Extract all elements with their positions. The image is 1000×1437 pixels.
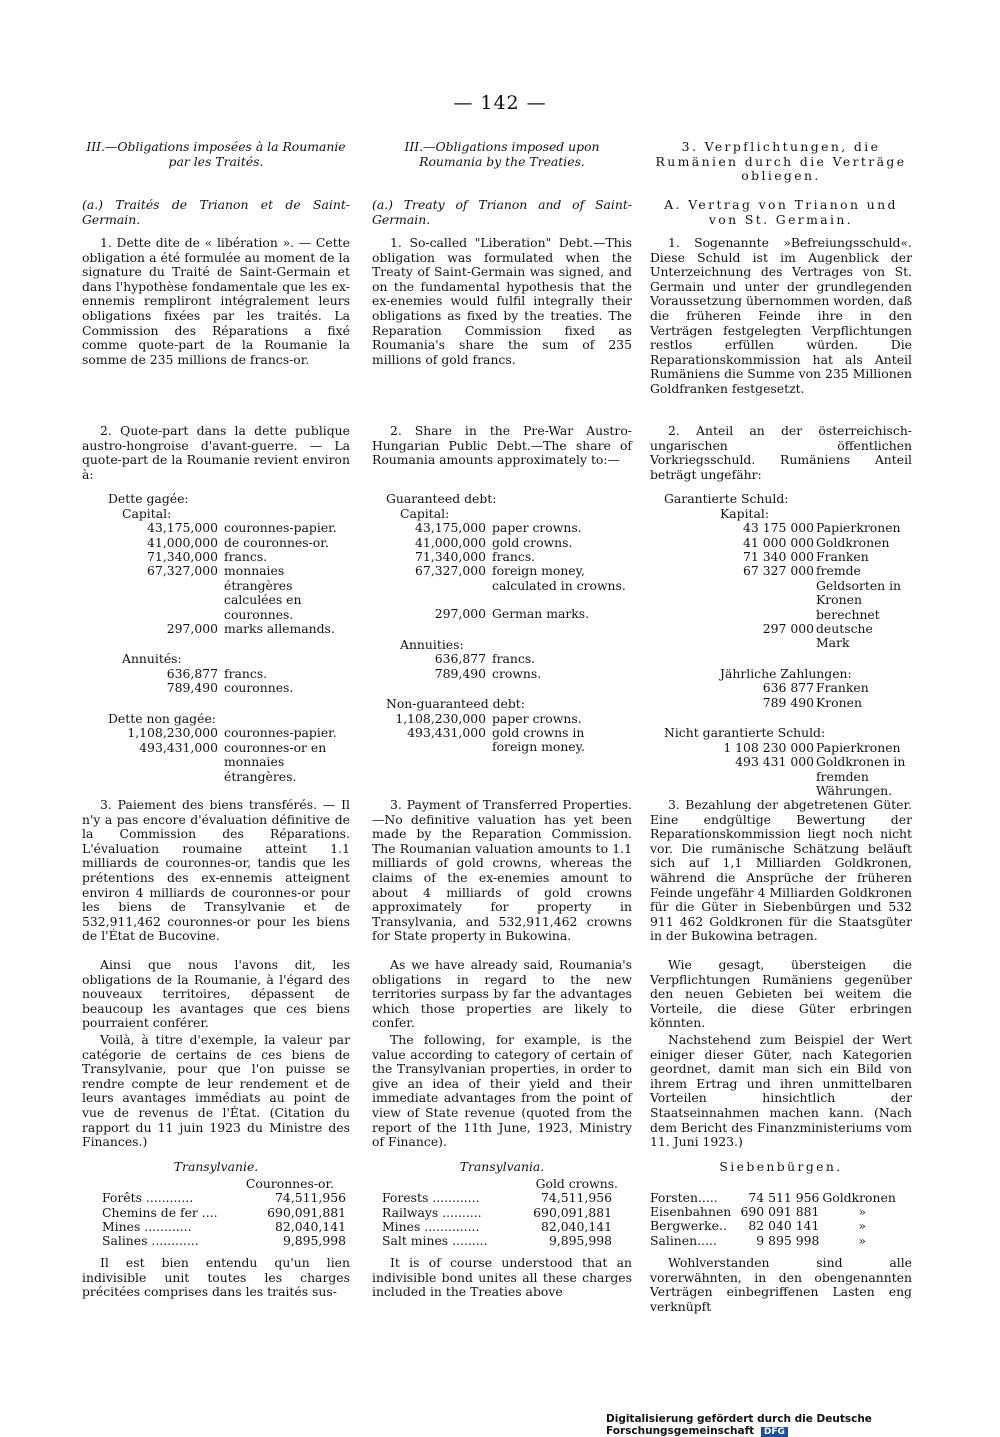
fr-paragraph-3	[82, 798, 350, 944]
en-cap-desc: paper crowns.	[492, 520, 582, 536]
table-row	[386, 712, 630, 726]
fr-p1-text: 1. Dette dite de « libération ». — Cette obligation a été formulée au moment de la signature du Traité de Saint-Germain et dans l'hypothèse fondamentale que les ex-ennemis rempliront intégralement leurs obligations fixées par les traités. La Commission des Réparations a fixé comme quote-part de la Roumanie la somme de 235 millions de francs-or.	[82, 235, 350, 367]
fr-title	[82, 140, 350, 169]
de-tr-key: Bergwerke..	[650, 1218, 727, 1234]
de-ann-desc: Franken	[816, 680, 869, 696]
table-row	[664, 681, 910, 695]
en-tr-value: 9,895,998	[548, 1233, 612, 1249]
table-row	[108, 741, 350, 784]
fr-annuity-rows	[108, 667, 350, 696]
fr-capital-rows	[108, 521, 350, 636]
de-tr-key: Forsten.....	[650, 1189, 718, 1205]
en-uns-amount: 1,108,230,000	[395, 710, 486, 726]
de-ann-desc: Kronen	[816, 694, 862, 710]
de-cap-amount: 71 340 000	[743, 549, 814, 564]
fr-cap-amount: 43,175,000	[147, 520, 218, 536]
en-cap-desc: francs.	[492, 549, 536, 564]
en-title	[372, 140, 632, 169]
en-subheading-text: (a.) Treaty of Trianon and of Saint-Germain.	[372, 197, 632, 227]
de-p6-text: Wohlverstanden sind alle vorerwähnten, in den obengenannten Verträgen einbegriffenen Lasten eng verknüpft	[650, 1255, 912, 1314]
en-tr-value: 74,511,956	[541, 1190, 612, 1206]
en-paragraph-1	[372, 236, 632, 367]
table-row	[664, 622, 910, 651]
de-tr-unit: Goldkronen	[822, 1189, 896, 1205]
en-annuity-rows	[386, 652, 630, 681]
en-tr-key: Mines ..............	[382, 1219, 480, 1234]
en-p1-text: 1. So-called "Liberation" Debt.—This obligation was formulated when the Treaty of Saint-Germain was signed, and on the fundamental hypothesis that the ex-enemies would fulfil integrally their obligations as fixed by the treaties. The Reparation Commission fixed as Roumania's share the sum of 235 millions of gold francs.	[372, 235, 632, 367]
de-cap-amount: 41 000 000	[743, 534, 814, 550]
table-row	[650, 1234, 900, 1248]
en-tr-value: 690,091,881	[533, 1204, 612, 1220]
page-number: — 142 —	[453, 92, 547, 114]
en-tr-value: 82,040,141	[541, 1219, 612, 1234]
de-secured-label: Garantierte Schuld:	[664, 491, 789, 506]
table-row	[108, 622, 350, 636]
de-tr-unit: »	[858, 1218, 866, 1234]
table-row	[664, 755, 910, 798]
de-tr-title: Siebenbürgen.	[719, 1159, 843, 1174]
en-p6-text: It is of course understood that an indivisible bond unites all these charges included in the Treaties above	[372, 1255, 632, 1300]
dfg-logo: DFG	[761, 1427, 788, 1437]
fr-ann-amount: 789,490	[166, 680, 218, 696]
fr-ann-amount: 636,877	[166, 666, 218, 682]
table-row	[664, 550, 910, 564]
table-row	[386, 652, 630, 666]
de-paragraph-2	[650, 424, 912, 482]
de-tr-unit: »	[858, 1232, 866, 1248]
fr-unsecured-rows	[108, 726, 350, 784]
fr-ann-desc: francs.	[224, 666, 268, 682]
de-cap-amount: 43 175 000	[743, 520, 814, 536]
en-cap-amount: 67,327,000	[415, 563, 486, 579]
fr-tr-value: 9,895,998	[282, 1233, 346, 1249]
table-row	[108, 521, 350, 535]
digitization-footer	[606, 1413, 1000, 1437]
en-transylvania-table	[372, 1160, 632, 1249]
table-row	[650, 1219, 900, 1233]
de-ann-amount: 789 490	[762, 694, 814, 710]
fr-capital-label: Capital:	[122, 505, 172, 521]
en-tr-key: Railways ..........	[382, 1204, 482, 1220]
fr-cap-desc: monnaies étrangères calculées en couronnes.	[224, 563, 302, 622]
de-siebenbuergen-table	[650, 1160, 912, 1248]
fr-cap-amount: 71,340,000	[147, 549, 218, 564]
en-ann-amount: 636,877	[434, 651, 486, 667]
table-row	[108, 681, 350, 695]
de-cap-amount: 67 327 000	[743, 563, 814, 579]
en-ann-desc: francs.	[492, 651, 536, 667]
fr-tr-key: Mines ............	[102, 1219, 192, 1234]
table-row	[664, 521, 910, 535]
de-cap-desc: fremde Geldsorten in Kronen berechnet	[816, 563, 902, 622]
de-uns-desc: Papierkronen	[816, 739, 901, 755]
fr-cap-amount: 67,327,000	[147, 563, 218, 579]
de-tr-unit: »	[858, 1204, 866, 1219]
de-tr-rows	[650, 1191, 900, 1249]
en-cap-desc: German marks.	[492, 606, 590, 622]
en-ann-amount: 789,490	[434, 665, 486, 681]
en-uns-amount: 493,431,000	[407, 725, 486, 741]
table-row	[386, 550, 630, 564]
table-row	[386, 521, 630, 535]
fr-tr-title: Transylvanie.	[173, 1159, 259, 1174]
de-p2-text: 2. Anteil an der österreichisch-ungarischen öffentlichen Vorkriegsschuld. Rumäniens Anteil beträgt ungefähr:	[650, 423, 912, 482]
en-cap-desc: foreign money, calculated in crowns.	[492, 563, 626, 593]
de-tr-value: 82 040 141	[748, 1218, 820, 1234]
fr-subheading-text: (a.) Traités de Trianon et de Saint-Germain.	[82, 197, 350, 227]
table-row	[386, 593, 630, 621]
de-cap-desc: Goldkronen	[816, 534, 890, 550]
de-tr-value: 9 895 998	[756, 1232, 820, 1248]
fr-cap-desc: marks allemands.	[224, 621, 335, 637]
fr-tr-value: 74,511,956	[275, 1190, 346, 1206]
fr-uns-desc: couronnes-papier.	[224, 725, 337, 741]
table-row	[382, 1206, 618, 1220]
en-tr-rows	[382, 1191, 618, 1249]
en-cap-amount: 43,175,000	[415, 520, 486, 536]
de-subheading	[650, 198, 912, 227]
fr-paragraph-2	[82, 424, 350, 482]
fr-uns-desc: couronnes-or en monnaies étrangères.	[224, 739, 327, 784]
fr-uns-amount: 1,108,230,000	[127, 725, 218, 741]
table-row	[386, 726, 630, 755]
en-cap-amount: 41,000,000	[415, 534, 486, 550]
de-p4-text: Wie gesagt, übersteigen die Verpflichtungen Rumäniens gegenüber den neuen Gebieten bei weitem die Vorteile, die diese Güter erbringen könnten.	[650, 957, 912, 1031]
table-row	[102, 1191, 352, 1205]
en-tr-key: Salt mines .........	[382, 1233, 488, 1249]
table-row	[664, 741, 910, 755]
en-p3-text: 3. Payment of Transferred Properties.—No definitive valuation has yet been made by the Reparation Commission. The Roumanian valuation amounts to 1.1 milliards of gold crowns, whereas the claims of the ex-enemies amount to about 4 milliards of gold crowns approximately for property in Transylvania, and 532,911,462 crowns for State property in Bukowina.	[372, 797, 632, 944]
fr-secured-label: Dette gagée:	[108, 491, 189, 506]
en-secured-label: Guaranteed debt:	[386, 491, 497, 506]
fr-p6-text: Il est bien entendu qu'un lien indivisible unit toutes les charges précitées comprises dans les traités sus-	[82, 1255, 350, 1300]
en-capital-label: Capital:	[400, 505, 450, 521]
de-p1-text: 1. Sogenannte »Befreiungsschuld«. Diese Schuld ist im Augenblick der Unterzeichnung des Vertrages von St. Germain und unter der grundlegenden Voraussetzung übernommen worden, daß die früheren Feinde ihre in den Verträgen festgelegten Verpflichtungen restlos erfüllen würden. Die Reparationskommission hat als Anteil Rumäniens die Summe von 235 Millionen Goldfranken festgesetzt.	[650, 235, 913, 396]
en-tr-key: Forests ............	[382, 1190, 480, 1206]
fr-cap-desc: francs.	[224, 549, 268, 564]
fr-p2-text: 2. Quote-part dans la dette publique austro-hongroise d'avant-guerre. — La quote-part de la Roumanie revient environ à:	[82, 423, 350, 482]
fr-paragraph-1	[82, 236, 350, 367]
table-row	[108, 667, 350, 681]
de-unsecured-label: Nicht garantierte Schuld:	[664, 725, 826, 741]
en-paragraph-6	[372, 1256, 632, 1300]
fr-tr-key: Salines ............	[102, 1233, 199, 1249]
de-tr-value: 690 091 881	[740, 1204, 820, 1219]
en-paragraph-2	[372, 424, 632, 468]
footer-text: Digitalisierung gefördert durch die Deutsche Forschungsgemeinschaft	[606, 1413, 872, 1437]
de-tr-key: Salinen.....	[650, 1232, 717, 1248]
de-annuities-label: Jährliche Zahlungen:	[720, 665, 852, 681]
en-cap-amount: 71,340,000	[415, 549, 486, 564]
en-subheading	[372, 198, 632, 227]
en-paragraph-3	[372, 798, 632, 944]
fr-cap-amount: 297,000	[166, 621, 218, 637]
table-row	[102, 1234, 352, 1248]
de-paragraph-6	[650, 1256, 912, 1314]
en-annuities-label: Annuities:	[400, 636, 464, 652]
table-row	[650, 1191, 900, 1205]
en-unsecured-label: Non-guaranteed debt:	[386, 696, 525, 712]
en-cap-desc: gold crowns.	[492, 534, 573, 550]
de-tr-key: Eisenbahnen	[650, 1204, 732, 1219]
de-annuity-rows	[664, 681, 910, 710]
table-row	[664, 564, 910, 622]
en-p2-text: 2. Share in the Pre-War Austro-Hungarian Public Debt.—The share of Roumania amounts approximately to:—	[372, 423, 632, 468]
en-uns-desc: gold crowns in foreign money.	[492, 725, 585, 755]
fr-transylvania-table	[82, 1160, 350, 1249]
table-row	[386, 536, 630, 550]
en-p5-text: The following, for example, is the value according to category of certain of the Transylvanian properties, in order to give an idea of their yield and their immediate advantages from the point of view of State revenue (quoted from the report of the 11th June, 1923, Ministry of Finance).	[372, 1031, 632, 1150]
de-cap-desc: Franken	[816, 549, 869, 564]
table-row	[102, 1206, 352, 1220]
fr-p5-text: Voilà, à titre d'exemple, la valeur par catégorie de certains de ces biens de Transylvanie, pour que l'on puisse se rendre compte de leur rendement et de leurs avantages immédiats au point de vue de revenus de l'État. (Citation du rapport du 11 juin 1923 du Ministre des Finances.)	[82, 1031, 350, 1150]
table-row	[386, 667, 630, 681]
en-ann-desc: crowns.	[492, 665, 542, 681]
en-unsecured-rows	[386, 712, 630, 755]
table-row	[108, 564, 350, 622]
de-p5-text: Nachstehend zum Beispiel der Wert einiger dieser Güter, nach Kategorien geordnet, damit man sich ein Bild von ihrem Ertrag und ihren unmittelbaren Vorteilen hinsichtlich der Staatseinnahmen machen kann. (Nach dem Bericht des Finanzministeriums vom 11. Juni 1923.)	[650, 1031, 912, 1150]
table-row	[108, 550, 350, 564]
fr-title-text: III.—Obligations imposées à la Roumanie par les Traités.	[86, 139, 346, 169]
fr-tr-unit: Couronnes-or.	[245, 1175, 334, 1191]
fr-p4-text: Ainsi que nous l'avons dit, les obligations de la Roumanie, à l'égard des nouveaux territoires, dépassent de beaucoup les avantages que ces biens pourraient conférer.	[82, 957, 350, 1031]
fr-paragraph-6	[82, 1256, 350, 1300]
table-row	[108, 726, 350, 740]
fr-tr-rows	[102, 1191, 352, 1249]
de-uns-amount: 493 431 000	[735, 754, 814, 770]
fr-tr-value: 82,040,141	[275, 1219, 346, 1234]
de-paragraph-4	[650, 958, 912, 1150]
de-tr-value: 74 511 956	[748, 1189, 820, 1205]
table-row	[664, 536, 910, 550]
fr-paragraph-4	[82, 958, 350, 1150]
fr-cap-desc: couronnes-papier.	[224, 520, 337, 536]
en-p4-text: As we have already said, Roumania's obligations in regard to the new territories surpass by far the advantages which those properties are likely to confer.	[372, 957, 632, 1031]
de-ann-amount: 636 877	[762, 680, 814, 696]
fr-tr-key: Forêts ............	[102, 1190, 194, 1206]
de-capital-label: Kapital:	[720, 505, 770, 521]
en-cap-amount: 297,000	[434, 606, 486, 622]
fr-uns-amount: 493,431,000	[139, 739, 218, 755]
en-debt-table	[386, 492, 630, 755]
table-row	[650, 1205, 900, 1219]
en-tr-title: Transylvania.	[459, 1159, 545, 1174]
fr-cap-amount: 41,000,000	[147, 534, 218, 550]
table-row	[102, 1220, 352, 1234]
de-p3-text: 3. Bezahlung der abgetretenen Güter. Eine endgültige Bewertung der Reparationskommission liegt noch nicht vor. Die rumänische Schätzung beläuft sich auf 1,1 Milliarden Goldkronen, während die Ansprüche der früheren Feinde ungefähr 4 Milliarden Goldkronen für die Güter in Siebenbürgen und 532 911 462 Goldkronen für die Staatsgüter in der Bukowina betragen.	[650, 797, 912, 944]
table-row	[108, 536, 350, 550]
fr-annuities-label: Annuités:	[122, 651, 182, 667]
fr-cap-desc: de couronnes-or.	[224, 534, 329, 550]
de-debt-table	[664, 492, 910, 798]
de-cap-amount: 297 000	[762, 621, 814, 637]
table-row	[664, 696, 910, 710]
fr-subheading	[82, 198, 350, 227]
de-subheading-text: A. Vertrag von Trianon und von St. Germain.	[664, 197, 898, 227]
en-capital-rows	[386, 521, 630, 621]
en-uns-desc: paper crowns.	[492, 710, 582, 726]
de-cap-desc: Papierkronen	[816, 520, 901, 536]
fr-unsecured-label: Dette non gagée:	[108, 710, 216, 726]
table-row	[382, 1220, 618, 1234]
fr-tr-value: 690,091,881	[267, 1204, 346, 1220]
de-paragraph-1	[650, 236, 912, 397]
table-row	[382, 1191, 618, 1205]
en-paragraph-4	[372, 958, 632, 1150]
de-uns-desc: Goldkronen in fremden Währungen.	[816, 754, 906, 799]
fr-ann-desc: couronnes.	[224, 680, 294, 696]
de-uns-amount: 1 108 230 000	[723, 739, 814, 755]
de-title-text: 3. Verpflichtungen, die Rumänien durch die Verträge obliegen.	[655, 139, 907, 184]
en-tr-unit: Gold crowns.	[535, 1175, 618, 1191]
de-unsecured-rows	[664, 741, 910, 799]
de-cap-desc: deutsche Mark	[816, 621, 873, 651]
table-row	[382, 1234, 618, 1248]
fr-debt-table	[108, 492, 348, 784]
de-capital-rows	[664, 521, 910, 651]
de-title	[650, 140, 912, 184]
de-paragraph-3	[650, 798, 912, 944]
fr-p3-text: 3. Paiement des biens transférés. — Il n'y a pas encore d'évaluation définitive de la Commission des Réparations. L'évaluation roumaine atteint 1.1 milliards de couronnes-or, tandis que les prétentions des ex-ennemis atteignent environ 4 milliards de couronnes-or pour les biens de Transylvanie et de 532,911,462 couronnes-or pour les biens de l'État de Bucovine.	[82, 797, 350, 944]
fr-tr-key: Chemins de fer ....	[102, 1204, 218, 1220]
table-row	[386, 564, 630, 593]
en-title-text: III.—Obligations imposed upon Roumania by the Treaties.	[404, 139, 600, 169]
